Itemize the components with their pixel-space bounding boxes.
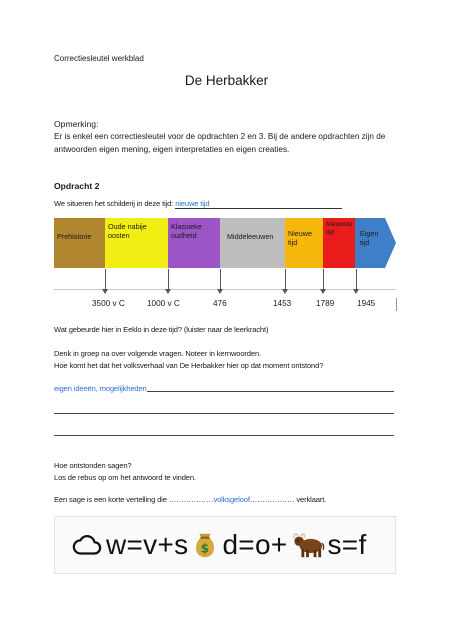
dots: ……………… — [249, 495, 295, 504]
worksheet-label: Correctiesleutel werkblad — [54, 54, 144, 63]
answer-line — [54, 384, 394, 393]
timeline-end-marker — [396, 298, 397, 311]
timeline-tick — [105, 269, 106, 290]
question-period-text: We situeren het schilderij in deze tijd: — [54, 199, 176, 208]
timeline-segment-label: Nieuwste tijd — [326, 221, 353, 236]
timeline-tick — [220, 269, 221, 290]
timeline-segment-eigen-tijd — [355, 218, 385, 268]
timeline-segment-nieuwe-tijd — [285, 218, 323, 268]
sage-answer: volksgeloof — [213, 495, 250, 504]
timeline-tick — [168, 269, 169, 290]
timeline — [54, 218, 396, 268]
question-sagen: Hoe ontstonden sagen? — [54, 461, 132, 470]
remark-text — [54, 130, 399, 156]
timeline-tick-arrow — [165, 289, 171, 294]
remark-line-1: Er is enkel een correctiesleutel voor de opdrachten 2 en 3. Bij de andere opdrachten zijn de — [54, 132, 386, 141]
instruction-group: Denk in groep na over volgende vragen. Noteer in kernwoorden. — [54, 349, 261, 358]
answer-ideas: eigen ideeën, mogelijkheden — [54, 384, 147, 393]
sage-definition-before: Een sage is een korte vertelling die — [54, 495, 169, 504]
timeline-tick — [285, 269, 286, 290]
question-eeklo: Wat gebeurde hier in Eeklo in deze tijd? (luister naar de leerkracht) — [54, 325, 269, 334]
timeline-segment-label: Nieuwe tijd — [288, 229, 312, 247]
money-bag-icon — [190, 530, 220, 560]
bull-icon — [290, 530, 326, 560]
rebus-part-1: w=v+s — [106, 529, 189, 560]
year-label: 1453 — [273, 299, 292, 308]
question-period — [54, 199, 394, 209]
timeline-segment-label: Oude nabije oosten — [108, 222, 147, 240]
rebus-part-2: d=o+ — [222, 529, 288, 560]
remark-line-2: antwoorden eigen mening, eigen interpretaties en eigen creaties. — [54, 145, 290, 155]
timeline-tick — [356, 269, 357, 290]
timeline-segment-middeleeuwen — [220, 218, 285, 268]
year-label: 1000 v C — [147, 299, 180, 308]
sage-definition — [54, 495, 326, 504]
sage-definition-after: verklaart. — [294, 495, 327, 504]
answer-period: nieuwe tijd — [175, 199, 210, 208]
year-label: 476 — [213, 299, 227, 308]
remark-title: Opmerking: — [54, 119, 99, 129]
year-label: 1789 — [316, 299, 335, 308]
page-title: De Herbakker — [184, 73, 269, 88]
timeline-segment-label: Eigen tijd — [360, 229, 379, 247]
timeline-tick — [323, 269, 324, 290]
answer-period-field — [175, 199, 342, 209]
timeline-segment-prehistorie — [54, 218, 105, 268]
timeline-tick-arrow — [102, 289, 108, 294]
timeline-segment-klassieke-oudheid — [168, 218, 220, 268]
section-title: Opdracht 2 — [54, 181, 100, 191]
year-label: 3500 v C — [92, 299, 125, 308]
question-origin: Hoe komt het dat het volksverhaal van De Herbakker hier op dat moment ontstond? — [54, 361, 324, 370]
timeline-segment-oude-nabije-oosten — [105, 218, 168, 268]
answer-rule — [147, 391, 394, 392]
timeline-tick-arrow — [282, 289, 288, 294]
instruction-rebus: Los de rebus op om het antwoord te vinden. — [54, 473, 196, 482]
timeline-arrowhead — [385, 218, 396, 268]
rebus — [68, 524, 367, 566]
rebus-part-3: s=f — [327, 529, 367, 560]
timeline-tick-arrow — [320, 289, 326, 294]
timeline-tick-arrow — [217, 289, 223, 294]
answer-rule — [54, 413, 394, 414]
timeline-segment-nieuwste-tijd — [323, 218, 355, 268]
timeline-tick-arrow — [353, 289, 359, 294]
timeline-segment-label: Middeleeuwen — [227, 232, 274, 241]
year-label: 1945 — [357, 299, 376, 308]
timeline-segment-label: Prehistorie — [57, 232, 92, 241]
cloud-icon — [70, 530, 104, 560]
dots: ……………… — [168, 495, 214, 504]
answer-rule — [54, 435, 394, 436]
timeline-segment-label: Klassieke oudheid — [171, 222, 202, 240]
svg-text:$: $ — [201, 541, 210, 556]
